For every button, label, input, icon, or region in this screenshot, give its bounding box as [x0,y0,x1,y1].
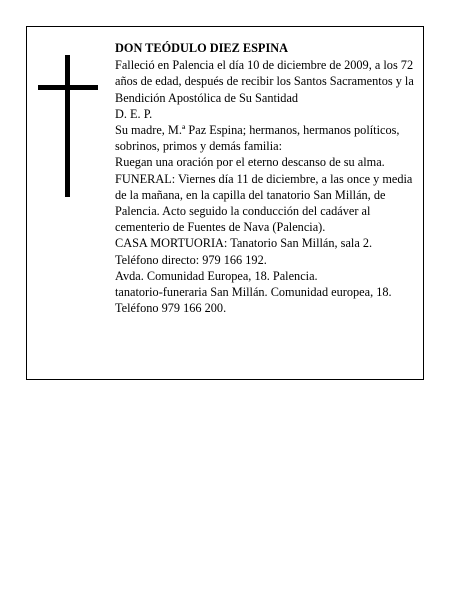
prayer-request: Ruegan una oración por el eterno descanso de su alma. [115,155,385,170]
funeral-home: CASA MORTUORIA: Tanatorio San Millán, sala 2. [115,236,373,251]
family-members: Su madre, M.ª Paz Espina; hermanos, hermanos políticos, sobrinos, primos y demás familia: [115,123,400,154]
funeral-home-contact: tanatorio-funeraria San Millán. Comunidad europea, 18. Teléfono 979 166 200. [115,285,392,316]
deceased-name: DON TEÓDULO DIEZ ESPINA [115,41,288,55]
funeral-details: FUNERAL: Viernes día 11 de diciembre, a las once y media de la mañana, en la capilla del tanatorio San Millán, de Palencia. Acto seguido la conducción del cadáver al cementerio de Fuentes de Nava (Palencia). [115,171,413,235]
obituary-notice [26,26,424,380]
obituary-text [115,40,421,316]
rest-in-peace: D. E. P. [115,106,153,121]
direct-phone: Teléfono directo: 979 166 192. [115,252,267,267]
cross-horizontal-bar [38,85,98,90]
address: Avda. Comunidad Europea, 18. Palencia. [115,268,318,283]
cross-vertical-bar [65,55,70,197]
cross-icon [38,55,98,197]
death-announcement: Falleció en Palencia el día 10 de diciembre de 2009, a los 72 años de edad, después de recibir los Santos Sacramentos y la Bendición Apostólica de Su Santidad [115,58,414,105]
